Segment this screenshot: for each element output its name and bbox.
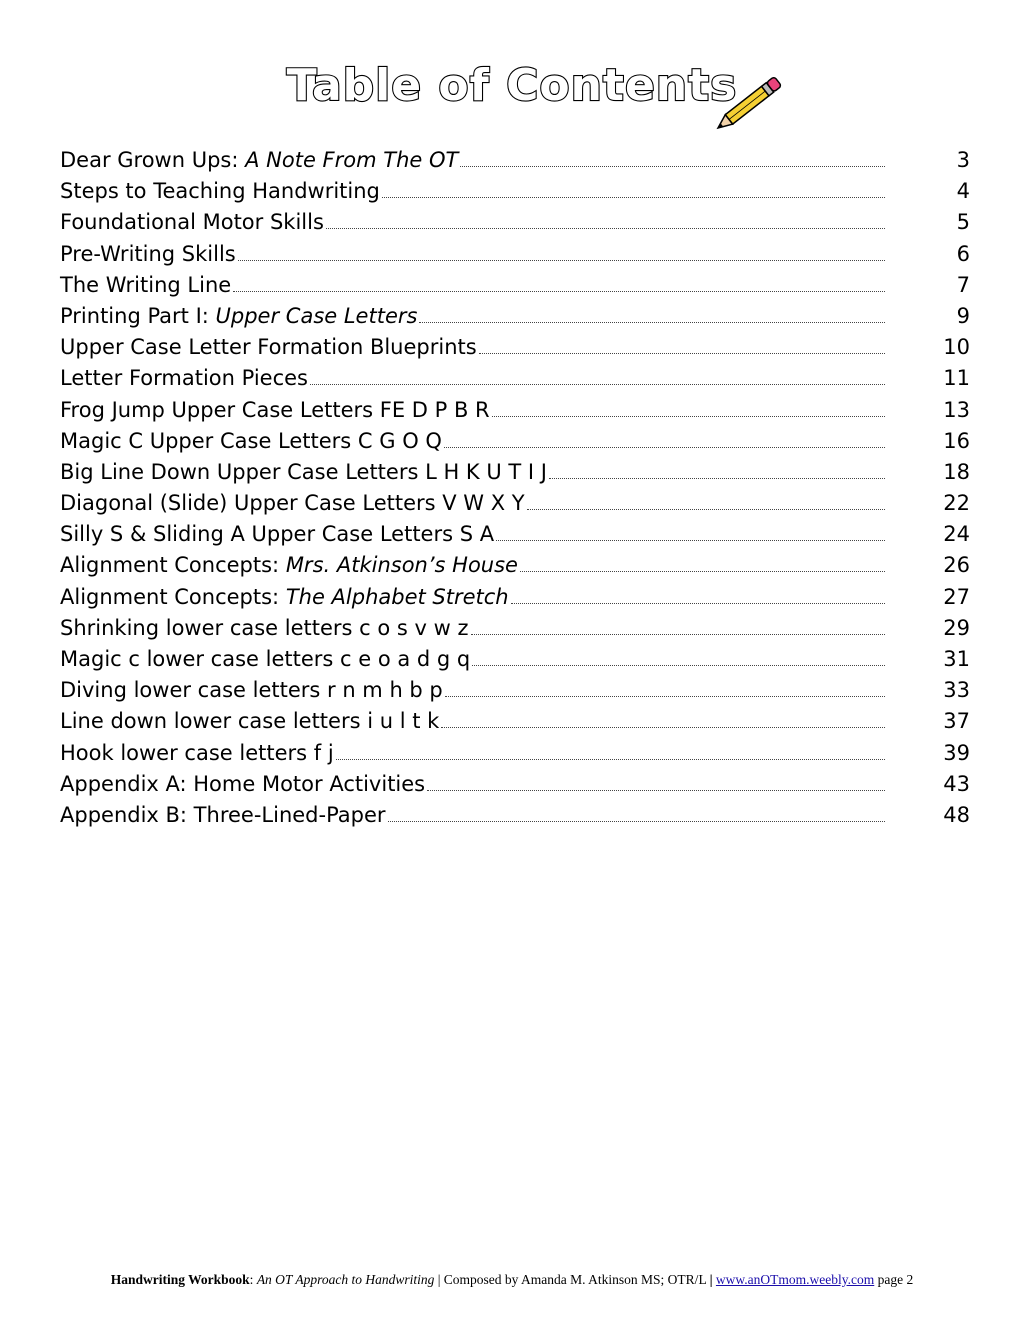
toc-entry-title-text: Frog Jump Upper Case Letters FE D P B R [60, 397, 490, 422]
toc-entry[interactable] [60, 800, 970, 831]
toc-entry-title-text: Big Line Down Upper Case Letters L H K U T I J [60, 459, 547, 484]
toc-entry-page: 37 [943, 709, 970, 734]
toc-entry-title-text: Steps to Teaching Handwriting [60, 179, 380, 204]
toc-entry-title [60, 207, 324, 238]
toc-entry-page: 9 [956, 303, 970, 328]
toc-entry[interactable] [60, 675, 970, 706]
dot-leader [520, 571, 885, 572]
dot-leader [445, 696, 885, 697]
toc-entry-title-text: Magic C Upper Case Letters C G O Q [60, 428, 442, 453]
dot-leader [238, 260, 885, 261]
toc-entry[interactable] [60, 738, 970, 769]
toc-entry-title-text: Foundational Motor Skills [60, 210, 324, 235]
toc-entry-title-text: Pre-Writing Skills [60, 241, 236, 266]
dot-leader [441, 727, 885, 728]
footer-page-number: page 2 [874, 1272, 914, 1287]
toc-entry-title [60, 145, 458, 176]
dot-leader [492, 416, 885, 417]
toc-entry[interactable] [60, 395, 970, 426]
dot-leader [472, 665, 885, 666]
toc-entry[interactable] [60, 363, 970, 394]
toc-entry-title-text: Dear Grown Ups: [60, 148, 246, 172]
toc-entry-title-text: Diagonal (Slide) Upper Case Letters V W X Y [60, 491, 525, 516]
dot-leader [419, 322, 885, 323]
toc-entry-title [60, 675, 443, 706]
page-header [0, 40, 1024, 130]
footer-website-link[interactable]: www.anOTmom.weebly.com [715, 1272, 875, 1287]
toc-entry-title-text: Silly S & Sliding A Upper Case Letters S A [60, 522, 495, 547]
toc-entry-title-text: Magic c lower case letters c e o a d g q [60, 647, 471, 671]
toc-entry[interactable] [60, 207, 970, 238]
dot-leader [511, 603, 885, 604]
toc-entry-page: 33 [943, 678, 970, 703]
toc-entry[interactable] [60, 550, 970, 581]
toc-entry-title [60, 800, 386, 831]
dot-leader [310, 384, 885, 385]
toc-entry-title-italic: The Alphabet Stretch [285, 584, 509, 609]
toc-entry-title-italic: A Note From The OT [245, 148, 459, 172]
toc-entry[interactable] [60, 457, 970, 488]
toc-entry-title [60, 426, 442, 457]
toc-entry-title-text: Hook lower case letters f j [60, 740, 334, 765]
toc-entry-title [60, 488, 525, 519]
toc-entry-title-text: Letter Formation Pieces [60, 366, 308, 391]
toc-entry-title [60, 769, 425, 800]
toc-entry-title [60, 332, 477, 363]
toc-entry[interactable] [60, 613, 970, 644]
toc-entry[interactable] [60, 301, 970, 332]
toc-entry[interactable] [60, 176, 970, 207]
dot-leader [382, 197, 885, 198]
toc-entry-title-text: Appendix B: Three-Lined-Paper [60, 802, 386, 827]
toc-entry-title [60, 239, 236, 270]
dot-leader [233, 291, 885, 292]
title-graphic [0, 40, 1024, 130]
toc-entry-title-italic: Upper Case Letters [215, 303, 418, 328]
toc-entry-page: 5 [956, 210, 970, 235]
toc-entry-title-text: Alignment Concepts: [60, 584, 286, 609]
toc-entry-title-text: Appendix A: Home Motor Activities [60, 771, 426, 796]
toc-entry-title [60, 176, 380, 207]
toc-entry-title-text: Line down lower case letters i u l t k [60, 709, 440, 734]
toc-entry-page: 26 [943, 553, 970, 578]
toc-entry-page: 16 [943, 428, 970, 453]
toc-entry-title-text: Upper Case Letter Formation Blueprints [60, 335, 477, 360]
toc-entry-title [60, 301, 417, 332]
toc-entry-page: 31 [943, 647, 970, 671]
toc-entry-page: 39 [943, 740, 970, 765]
footer-book-title: Handwriting Workbook [110, 1272, 250, 1287]
toc-entry-page: 10 [943, 335, 970, 360]
page-footer [0, 1272, 1024, 1288]
toc-entry[interactable] [60, 644, 970, 675]
toc-entry-page: 6 [956, 241, 970, 266]
page-title: Table of Contents [286, 60, 738, 111]
toc-entry[interactable] [60, 582, 970, 613]
dot-leader [549, 478, 885, 479]
toc-entry-title [60, 550, 518, 581]
toc-entry-title [60, 395, 490, 426]
toc-entry-page: 4 [956, 179, 970, 204]
toc-entry-page: 27 [943, 584, 970, 609]
dot-leader [471, 634, 886, 635]
toc-entry-title [60, 738, 334, 769]
toc-entry-title-text: Alignment Concepts: [60, 553, 286, 578]
toc-entry-page: 24 [943, 522, 970, 547]
toc-entry-page: 22 [943, 491, 970, 516]
toc-entry-title [60, 363, 308, 394]
toc-entry[interactable] [60, 270, 970, 301]
toc-entry-title [60, 613, 469, 644]
footer-credit: | Composed by Amanda M. Atkinson MS; OTR/L [434, 1272, 710, 1287]
dot-leader [427, 790, 885, 791]
toc-entry-title [60, 519, 494, 550]
toc-entry[interactable] [60, 769, 970, 800]
dot-leader [444, 447, 885, 448]
toc-entry-title [60, 644, 470, 675]
toc-entry-page: 3 [956, 148, 970, 172]
toc-entry-title-text: Printing Part I: [60, 303, 216, 328]
toc-entry-title [60, 706, 439, 737]
toc-entry-title [60, 270, 231, 301]
toc-entry[interactable] [60, 145, 970, 176]
toc-entry[interactable] [60, 239, 970, 270]
toc-entry-title-italic: Mrs. Atkinson’s House [285, 553, 518, 578]
dot-leader [479, 353, 885, 354]
toc-entry-page: 48 [943, 802, 970, 827]
toc-entry[interactable] [60, 706, 970, 737]
dot-leader [496, 540, 885, 541]
toc-entry[interactable] [60, 332, 970, 363]
toc-entry-title [60, 582, 509, 613]
toc-entry[interactable] [60, 426, 970, 457]
dot-leader [336, 759, 885, 760]
dot-leader [326, 228, 885, 229]
toc-entry-page: 18 [943, 459, 970, 484]
toc-entry-page: 29 [943, 615, 970, 640]
toc-entry[interactable] [60, 519, 970, 550]
toc-entry-page: 13 [943, 397, 970, 422]
toc-entry-page: 7 [956, 272, 970, 297]
dot-leader [460, 166, 885, 167]
table-of-contents [60, 145, 970, 831]
toc-entry-page: 43 [943, 771, 970, 796]
toc-entry[interactable] [60, 488, 970, 519]
dot-leader [527, 509, 885, 510]
toc-entry-title-text: Diving lower case letters r n m h b p [60, 678, 443, 703]
toc-entry-title-text: The Writing Line [60, 272, 232, 297]
toc-entry-title [60, 457, 547, 488]
toc-entry-page: 11 [943, 366, 970, 391]
footer-subtitle: An OT Approach to Handwriting [256, 1272, 435, 1287]
footer-separator: | [709, 1272, 716, 1287]
footer-colon: : [249, 1272, 257, 1287]
toc-entry-title-text: Shrinking lower case letters c o s v w z [60, 615, 469, 640]
dot-leader [388, 821, 885, 822]
